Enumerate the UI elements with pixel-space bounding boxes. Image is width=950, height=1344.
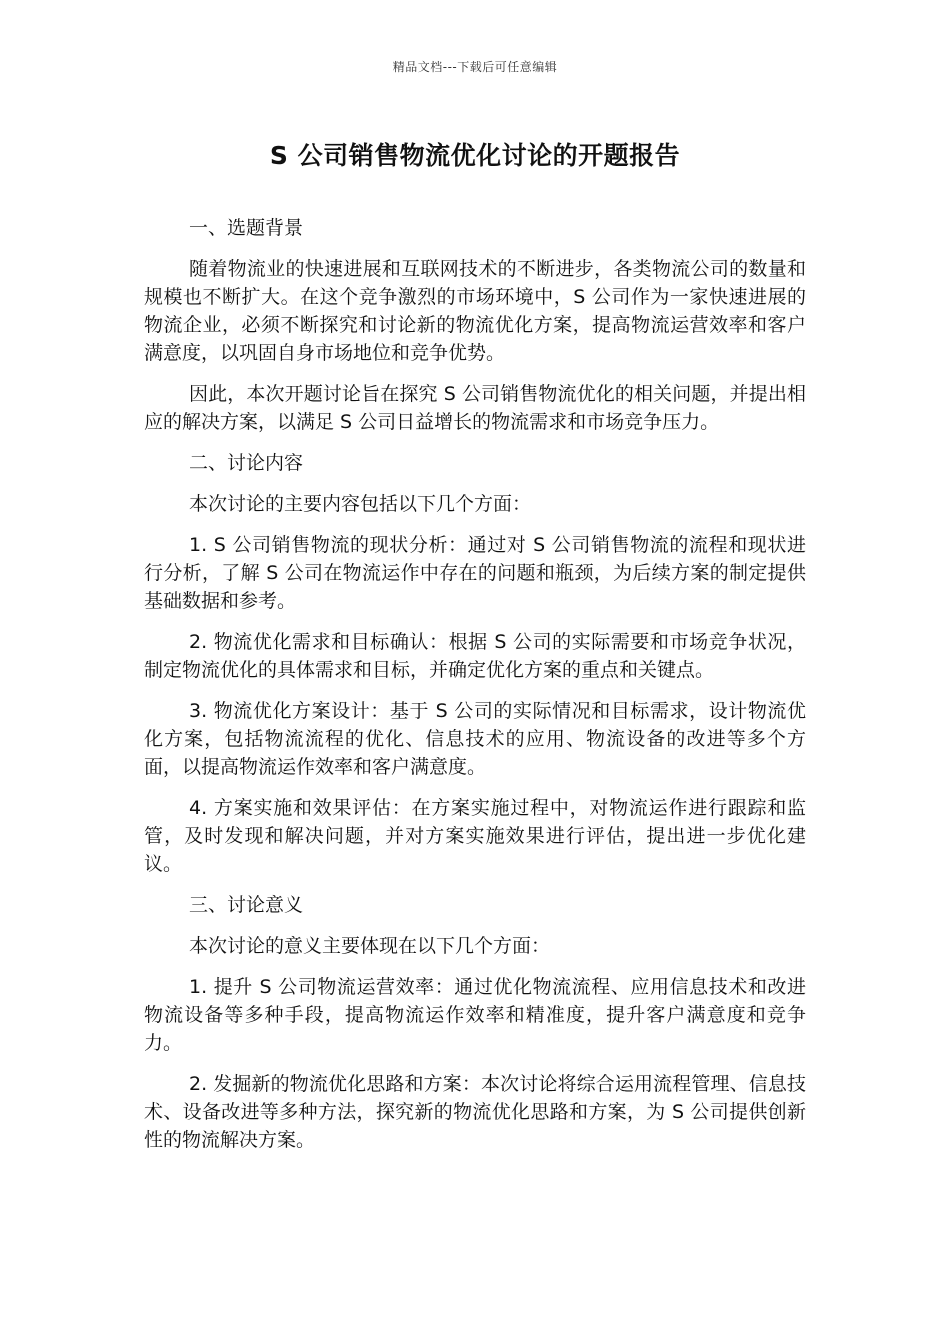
significance-item-1: 1. 提升 S 公司物流运营效率：通过优化物流流程、应用信息技术和改进物流设备等多种手段，提高物流运作效率和精准度，提升客户满意度和竞争力。 (144, 976, 806, 1054)
content-item-3: 3. 物流优化方案设计：基于 S 公司的实际情况和目标需求，设计物流优化方案，包括物流流程的优化、信息技术的应用、物流设备的改进等多个方面，以提高物流运作效率和客户满意度。 (144, 700, 806, 778)
page-header-note: 精品文档---下载后可任意编辑 (392, 60, 558, 74)
content-item-4: 4. 方案实施和效果评估：在方案实施过程中，对物流运作进行跟踪和监管，及时发现和解决问题，并对方案实施效果进行评估，提出进一步优化建议。 (144, 797, 806, 875)
document-body (144, 214, 806, 1167)
section-heading-background: 一、选题背景 (189, 217, 304, 239)
content-intro-paragraph: 本次讨论的主要内容包括以下几个方面： (189, 493, 532, 515)
section-heading-significance: 三、讨论意义 (189, 894, 304, 916)
content-item-2: 2. 物流优化需求和目标确认：根据 S 公司的实际需要和市场竞争状况，制定物流优化的具体需求和目标，并确定优化方案的重点和关键点。 (144, 631, 806, 681)
significance-intro-paragraph: 本次讨论的意义主要体现在以下几个方面： (189, 935, 551, 957)
document-title: S 公司销售物流优化讨论的开题报告 (269, 141, 681, 170)
purpose-paragraph: 因此，本次开题讨论旨在探究 S 公司销售物流优化的相关问题，并提出相应的解决方案，以满足 S 公司日益增长的物流需求和市场竞争压力。 (144, 383, 806, 433)
section-heading-content: 二、讨论内容 (189, 452, 304, 474)
content-item-1: 1. S 公司销售物流的现状分析：通过对 S 公司销售物流的流程和现状进行分析，了解 S 公司在物流运作中存在的问题和瓶颈，为后续方案的制定提供基础数据和参考。 (144, 534, 806, 612)
significance-item-2: 2. 发掘新的物流优化思路和方案：本次讨论将综合运用流程管理、信息技术、设备改进等多种方法，探究新的物流优化思路和方案，为 S 公司提供创新性的物流解决方案。 (144, 1073, 806, 1151)
background-paragraph: 随着物流业的快速进展和互联网技术的不断进步，各类物流公司的数量和规模也不断扩大。在这个竞争激烈的市场环境中，S 公司作为一家快速进展的物流企业，必须不断探究和讨论新的物流优化方案，提高物流运营效率和客户满意度，以巩固自身市场地位和竞争优势。 (144, 258, 806, 364)
